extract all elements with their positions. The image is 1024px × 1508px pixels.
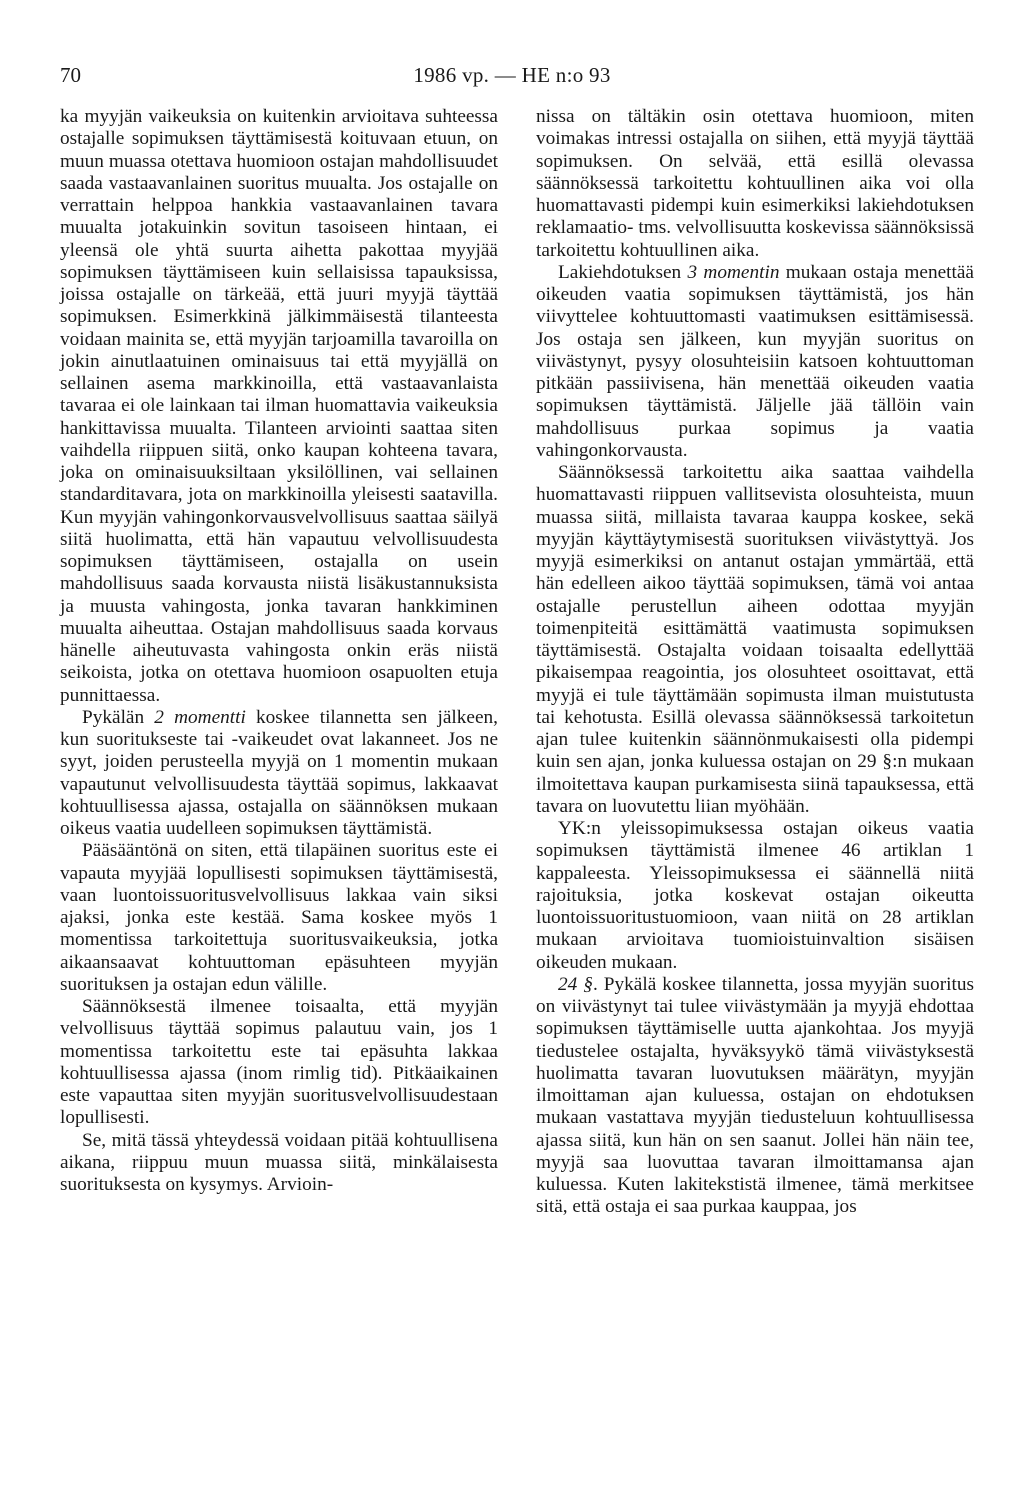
emphasis-text: 2 momentti — [154, 706, 246, 728]
paragraph — [60, 1130, 498, 1197]
paragraph-text: Lakiehdotuksen — [558, 261, 688, 283]
running-title: 1986 vp. — HE n:o 93 — [413, 63, 611, 87]
paragraph-text: Se, mitä tässä yhteydessä voidaan pitää kohtuullisena aikana, riippuu muun muassa siitä, minkälaisesta suorituksesta on kysymys. Arvioin- — [60, 1129, 498, 1195]
paragraph — [60, 840, 498, 996]
emphasis-text: 24 § — [558, 973, 593, 995]
paragraph-text: Säännöksestä ilmenee toisaalta, että myyjän velvollisuus täyttää sopimus palautuu vain, jos 1 momentissa tarkoitettu este tai epäsuhta lakkaa kohtuullisessa ajassa (inom rimlig tid). Pitkäaikainen este vapauttaa siten myyjän suoritusvelvollisuudestaan lopullisesti. — [60, 996, 498, 1129]
paragraph-text: ka myyjän vaikeuksia on kuitenkin arvioitava suhteessa ostajalle sopimuksen täyttämisestä koituvaan etuun, on muun muassa otettava huomioon ostajan mahdollisuudet saada vastaavanlainen suoritus muualta. Jos ostajalle on verrattain helppoa hankkia vastaavanlainen tavara muualta jotakuinkin sovitun tasoiseen hintaan, ei yleensä ole yhtä suurta aihetta pakottaa myyjää sopimuksen täyttämiseen kuin sellaisissa tapauksissa, joissa ostajalle on tärkeää, että juuri myyjä täyttää sopimuksen. Esimerkkinä jälkimmäisestä tilanteesta voidaan mainita se, että myyjän tarjoamilla tavaroilla on jokin ainutlaatuinen ominaisuus tai että myyjällä on sellainen asema markkinoilla, että vastaavanlaista tavaraa ei ole lainkaan tai ilman huomattavia vaikeuksia hankittavissa muualta. Tilanteen arviointi saattaa siten vaihdella riippuen siitä, onko kaupan kohteena tavara, joka on ominaisuuksiltaan yksilöllinen, vai sellainen standarditavara, jota on markkinoilla yleisesti saatavilla. Kun myyjän vahingonkorvausvelvollisuus saattaa säilyä siitä huolimatta, että hän vapautuu velvollisuudesta sopimuksen täyttämiseen, ostajalla on usein mahdollisuus saada korvausta niistä lisäkustannuksista ja muusta vahingosta, jonka tavaran hankkiminen muualta aiheuttaa. Ostajan mahdollisuus saada korvaus hänelle aiheutuvasta vahingosta onkin eräs niistä seikoista, jotka on otettava huomioon osapuolten etuja punnittaessa. — [60, 106, 498, 706]
paragraph — [60, 106, 498, 707]
paragraph-text: . Pykälä koskee tilannetta, jossa myyjän suoritus on viivästynyt tai tulee viivästymään ja myyjä ehdottaa sopimuksen täyttämiselle uutta ajankohtaa. Jos myyjä tiedustelee ostajalta, hyväksyykö tämä viivästyksestä huolimatta tavaran luovutuksen määrätyn, myyjän ilmoittaman ajan kuluessa, ostajan on ehdotuksen mukaan vastattava myyjän tiedusteluun kohtuullisessa ajassa siitä, kun hän on sen saanut. Jollei hän näin tee, myyjä saa luovuttaa tavaran ilmoittamansa ajan kuluessa. Kuten lakitekstistä ilmenee, tämä merkitsee sitä, että ostaja ei saa purkaa kauppaa, jos — [536, 973, 974, 1218]
paragraph-text: YK:n yleissopimuksessa ostajan oikeus vaatia sopimuksen täyttämistä ilmenee 46 artiklan 1 kappaleesta. Yleissopimuksessa ei säännellä niitä rajoituksia, jotka koskevat ostajan oikeutta luontoissuoritustuomioon, vaan niitä on 28 artiklan mukaan arvioitava tuomioistuinvaltion sisäisen oikeuden mukaan. — [536, 818, 974, 973]
emphasis-text: 3 momentin — [687, 261, 780, 283]
paragraph-text: nissa on tältäkin osin otettava huomioon, miten voimakas intressi ostajalla on siihen, että myyjä täyttää sopimuksen. On selvää, että esillä olevassa säännöksessä tarkoitettu kohtuullinen aika voi olla huomattavasti pidempi kuin esimerkiksi lakiehdotuksen reklamaatio- tms. velvollisuutta koskevissa säännöksissä tarkoitettu kohtuullinen aika. — [536, 106, 974, 261]
paragraph-text: Pykälän — [82, 706, 155, 728]
paragraph — [536, 974, 974, 1219]
paragraph — [536, 106, 974, 262]
paragraph-text: Säännöksessä tarkoitettu aika saattaa vaihdella huomattavasti riippuen vallitsevista olosuhteista, muun muassa siitä, millaista tavaraa kauppa koskee, sekä myyjän käyttäytymisestä suorituksen viivästyttyä. Jos myyjä esimerkiksi on antanut ostajan ymmärtää, että hän edelleen aikoo täyttää sopimuksen, tämä voi antaa ostajalle perustellun aiheen odottaa myyjän toimenpiteitä esittämättä vaatimusta sopimuksen täyttämisestä. Ostajalta voidaan toisaalta edellyttää pikaisempaa reagointia, jos olosuhteet osoittavat, että myyjä ei tule täyttämään sopimusta ilman muistutusta tai kehotusta. Esillä olevassa säännöksessä tarkoitetun ajan tulee kuitenkin säännönmukaisesti olla pidempi kuin sen ajan, jonka kuluessa ostajan on 29 §:n mukaan ilmoitettava kaupan purkamisesta siinä tapauksessa, että tavara on luovutettu liian myöhään. — [536, 462, 974, 817]
paragraph-text: Pääsääntönä on siten, että tilapäinen suoritus este ei vapauta myyjää lopullisesti sopimuksen täyttämisestä, vaan luontoissuoritusvelvollisuus lakkaa vain siksi ajaksi, jonka este kestää. Sama koskee myös 1 momentissa tarkoitettuja suoritusvaikeuksia, jotka aikaansaavat kohtuuttoman epäsuhteen myyjän suorituksen ja ostajan edun välille. — [60, 840, 498, 995]
page-header — [60, 58, 964, 92]
page-number: 70 — [60, 63, 81, 87]
paragraph — [60, 996, 498, 1130]
paragraph — [536, 462, 974, 818]
paragraph — [536, 262, 974, 462]
paragraph — [60, 707, 498, 841]
right-column — [536, 106, 974, 1219]
paragraph — [536, 818, 974, 974]
paragraph-text: koskee tilannetta sen jälkeen, kun suoritukseste tai -vaikeudet ovat lakanneet. Jos ne syyt, joiden perusteella myyjä on 1 momentin mukaan vapautunut velvollisuudesta täyttää sopimus, lakkaavat kohtuullisessa ajassa, ostajalla on säännöksen mukaan oikeus vaatia uudelleen sopimuksen täyttämistä. — [60, 706, 498, 839]
left-column — [60, 106, 498, 1196]
paragraph-text: mukaan ostaja menettää oikeuden vaatia sopimuksen täyttämistä, jos hän viivyttelee kohtuuttomasti vaatimuksen esittämisessä. Jos ostaja sen jälkeen, kun myyjän suoritus on viivästynyt, pysyy olosuhteisiin katsoen kohtuuttoman pitkään passiivisena, hän menettää oikeuden vaatia sopimuksen täyttämistä. Jäljelle jää tällöin vain mahdollisuus purkaa sopimus ja vaatia vahingonkorvausta. — [536, 261, 974, 461]
